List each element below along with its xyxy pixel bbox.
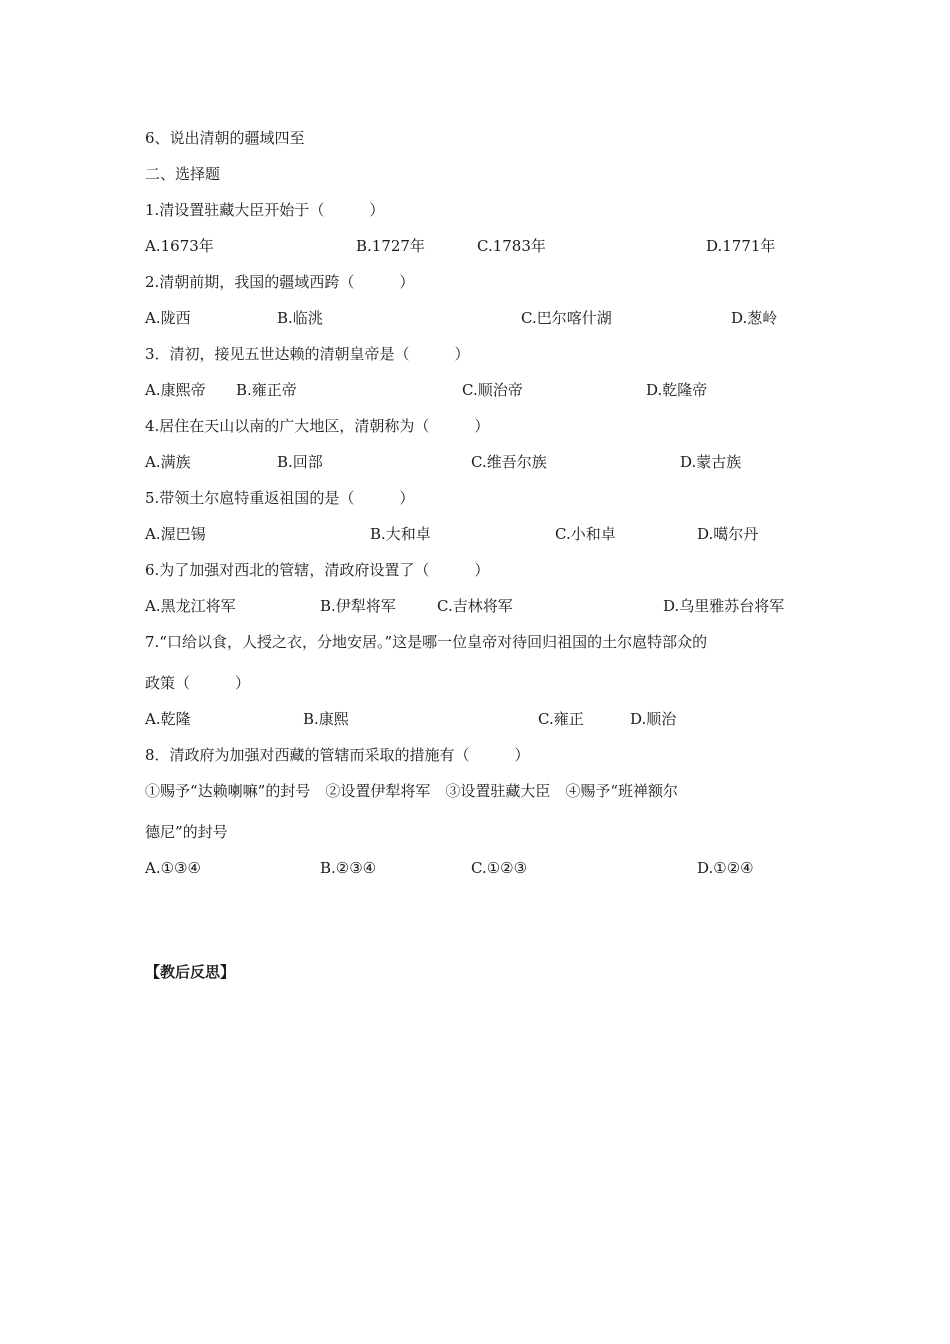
question-4-option-c: C.维吾尔族 bbox=[471, 453, 547, 471]
question-5-option-c: C.小和卓 bbox=[555, 525, 616, 543]
question-3-stem: 3．清初，接见五世达赖的清朝皇帝是（ ） bbox=[145, 345, 470, 363]
question-6-option-b: B.伊犁将军 bbox=[320, 597, 396, 615]
question-8-option-b: B.②③④ bbox=[320, 859, 377, 877]
question-2-option-b: B.临洮 bbox=[277, 309, 323, 327]
question-2-option-d: D.葱岭 bbox=[731, 309, 778, 327]
question-8-statements-line2: 德尼”的封号 bbox=[145, 823, 228, 841]
question-7-option-a: A.乾隆 bbox=[145, 710, 191, 728]
question-1-option-a: A.1673年 bbox=[145, 237, 214, 255]
question-3-option-a: A.康熙帝 bbox=[145, 381, 206, 399]
question-4-option-b: B.回部 bbox=[277, 453, 323, 471]
question-6-option-d: D.乌里雅苏台将军 bbox=[663, 597, 785, 615]
question-4-stem: 4.居住在天山以南的广大地区，清朝称为（ ） bbox=[145, 417, 490, 435]
question-5-option-a: A.渥巴锡 bbox=[145, 525, 206, 543]
question-6-stem: 6.为了加强对西北的管辖，清政府设置了（ ） bbox=[145, 561, 490, 579]
question-6-option-c: C.吉林将军 bbox=[437, 597, 513, 615]
question-8-option-d: D.①②④ bbox=[697, 859, 754, 877]
question-4-option-a: A.满族 bbox=[145, 453, 191, 471]
question-8-stem: 8．清政府为加强对西藏的管辖而采取的措施有（ ） bbox=[145, 746, 530, 764]
question-7-stem-continuation: 政策（ ） bbox=[145, 674, 251, 692]
question-3-option-c: C.顺治帝 bbox=[462, 381, 523, 399]
question-4-option-d: D.蒙古族 bbox=[680, 453, 742, 471]
section-heading-choice: 二、选择题 bbox=[145, 165, 221, 183]
question-1-option-c: C.1783年 bbox=[477, 237, 546, 255]
reflection-heading: 【教后反思】 bbox=[145, 963, 236, 981]
question-3-option-b: B.雍正帝 bbox=[236, 381, 297, 399]
question-8-option-a: A.①③④ bbox=[145, 859, 201, 877]
question-7-option-d: D.顺治 bbox=[630, 710, 677, 728]
question-2-option-c: C.巴尔喀什湖 bbox=[521, 309, 612, 327]
question-8-statements-line1: ①赐予“达赖喇嘛”的封号 ②设置伊犁将军 ③设置驻藏大臣 ④赐予“班禅额尔 bbox=[145, 782, 679, 800]
question-6-option-a: A.黑龙江将军 bbox=[145, 597, 236, 615]
question-5-stem: 5.带领土尔扈特重返祖国的是（ ） bbox=[145, 489, 415, 507]
question-1-stem: 1.清设置驻藏大臣开始于（ ） bbox=[145, 201, 385, 219]
question-8-option-c: C.①②③ bbox=[471, 859, 528, 877]
question-1-option-d: D.1771年 bbox=[706, 237, 776, 255]
previous-item-6: 6、说出清朝的疆域四至 bbox=[145, 129, 305, 147]
question-3-option-d: D.乾隆帝 bbox=[646, 381, 708, 399]
question-5-option-d: D.噶尔丹 bbox=[697, 525, 759, 543]
question-7-option-b: B.康熙 bbox=[303, 710, 349, 728]
question-7-stem: 7.“口给以食，人授之衣，分地安居。”这是哪一位皇帝对待回归祖国的土尔扈特部众的 bbox=[145, 633, 708, 651]
question-7-option-c: C.雍正 bbox=[538, 710, 584, 728]
question-1-option-b: B.1727年 bbox=[356, 237, 425, 255]
question-2-option-a: A.陇西 bbox=[145, 309, 191, 327]
question-5-option-b: B.大和卓 bbox=[370, 525, 431, 543]
question-2-stem: 2.清朝前期，我国的疆域西跨（ ） bbox=[145, 273, 415, 291]
